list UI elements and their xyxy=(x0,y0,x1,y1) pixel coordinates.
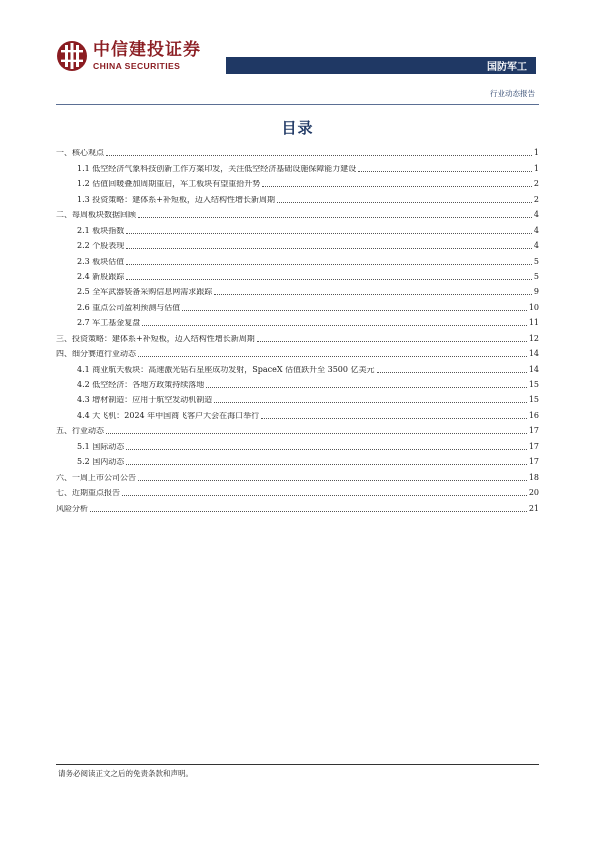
toc-entry-label: 2.6 重点公司盈利预测与估值 xyxy=(77,303,181,312)
toc-entry-label: 二、每周板块数据回顾 xyxy=(56,211,136,220)
toc-dot-leader xyxy=(206,386,527,388)
toc-entry-page: 5 xyxy=(533,256,539,266)
toc-entry-page: 4 xyxy=(533,210,539,220)
toc-entry-label: 2.1 板块指数 xyxy=(77,226,125,235)
toc-entry-label: 4.4 大飞机：2024 年中国商飞客户大会在海口举行 xyxy=(77,411,260,420)
toc-entry[interactable] xyxy=(56,297,539,312)
toc-entry-label: 2.5 全军武器装备采购信息网需求跟踪 xyxy=(77,288,213,297)
toc-dot-leader xyxy=(138,479,527,481)
logo-chinese-name: 中信建投证券 xyxy=(93,39,201,60)
sector-label: 国防军工 xyxy=(487,62,527,73)
toc-entry-page: 1 xyxy=(533,148,539,158)
toc-entry-page: 14 xyxy=(528,364,539,374)
toc-entry-page: 21 xyxy=(528,503,539,513)
disclaimer-text: 请务必阅读正文之后的免责条款和声明。 xyxy=(58,769,193,778)
toc-entry-label: 1.1 低空经济气象科技创新工作方案印发，关注低空经济基础设施保障能力建设 xyxy=(77,164,357,173)
toc-entry[interactable] xyxy=(56,328,539,343)
logo-english-name: CHINA SECURITIES xyxy=(93,60,181,71)
toc-entry-label: 四、细分赛道行业动态 xyxy=(56,350,136,359)
toc-entry-page: 1 xyxy=(533,163,539,173)
toc-entry-label: 五、行业动态 xyxy=(56,427,104,436)
report-type-label: 行业动态报告 xyxy=(490,89,535,98)
toc-entry-page: 17 xyxy=(528,426,539,436)
toc-entry[interactable] xyxy=(56,452,539,467)
toc-entry-label: 三、投资策略：建体系+补短板，迈入结构性增长新周期 xyxy=(56,334,255,343)
toc-entry-label: 1.2 估值回暖叠加周期重启，军工板块有望重拾升势 xyxy=(77,180,261,189)
toc-entry-page: 16 xyxy=(528,410,539,420)
toc-dot-leader xyxy=(122,494,527,496)
toc-dot-leader xyxy=(126,278,532,280)
toc-entry-label: 风险分析 xyxy=(56,504,88,513)
company-logo xyxy=(56,40,201,72)
toc-dot-leader xyxy=(126,463,527,465)
toc-entry-page: 20 xyxy=(528,488,539,498)
toc-dot-leader xyxy=(214,401,527,403)
toc-dot-leader xyxy=(126,232,532,234)
toc-entry-label: 5.2 国内动态 xyxy=(77,458,125,467)
toc-entry-label: 2.7 军工基金复盘 xyxy=(77,319,141,328)
toc-dot-leader xyxy=(182,309,527,311)
toc-entry[interactable] xyxy=(56,421,539,436)
toc-entry-label: 2.4 新股跟踪 xyxy=(77,272,125,281)
toc-entry-page: 10 xyxy=(528,302,539,312)
toc-entry[interactable] xyxy=(56,143,539,158)
table-of-contents xyxy=(56,143,539,514)
toc-entry[interactable] xyxy=(56,282,539,297)
toc-dot-leader xyxy=(142,324,527,326)
toc-entry-page: 15 xyxy=(528,395,539,405)
toc-entry-label: 1.3 投资策略：建体系+补短板，迈入结构性增长新周期 xyxy=(77,195,275,204)
toc-entry-page: 4 xyxy=(533,241,539,251)
toc-dot-leader xyxy=(90,510,527,512)
toc-entry-page: 11 xyxy=(528,318,539,328)
footer-divider xyxy=(56,764,539,765)
toc-entry-page: 4 xyxy=(533,225,539,235)
toc-entry-page: 17 xyxy=(528,457,539,467)
toc-entry[interactable] xyxy=(56,436,539,451)
toc-entry[interactable] xyxy=(56,267,539,282)
toc-dot-leader xyxy=(106,154,532,156)
toc-entry[interactable] xyxy=(56,467,539,482)
toc-entry[interactable] xyxy=(56,359,539,374)
toc-entry-page: 17 xyxy=(528,441,539,451)
toc-title: 目录 xyxy=(281,119,314,137)
toc-dot-leader xyxy=(261,417,527,419)
toc-entry[interactable] xyxy=(56,251,539,266)
toc-entry-label: 六、一周上市公司公告 xyxy=(56,473,136,482)
toc-entry-page: 14 xyxy=(528,349,539,359)
toc-entry-page: 2 xyxy=(533,194,539,204)
sector-banner xyxy=(226,57,536,74)
toc-entry-page: 12 xyxy=(528,333,539,343)
toc-entry-label: 4.2 低空经济：各地方政策持续落地 xyxy=(77,381,205,389)
toc-entry-label: 5.1 国际动态 xyxy=(77,442,125,451)
toc-dot-leader xyxy=(257,340,527,342)
toc-entry-page: 18 xyxy=(528,472,539,482)
toc-entry[interactable] xyxy=(56,375,539,390)
toc-entry[interactable] xyxy=(56,313,539,328)
toc-entry-page: 2 xyxy=(533,179,539,189)
toc-dot-leader xyxy=(126,448,527,450)
toc-entry-page: 5 xyxy=(533,271,539,281)
toc-entry[interactable] xyxy=(56,405,539,420)
toc-entry[interactable] xyxy=(56,344,539,359)
toc-dot-leader xyxy=(214,293,532,295)
toc-dot-leader xyxy=(277,201,532,203)
toc-entry[interactable] xyxy=(56,158,539,173)
toc-entry[interactable] xyxy=(56,236,539,251)
toc-entry-label: 4.3 增材制造：应用于航空发动机制造 xyxy=(77,396,213,405)
toc-entry-label: 一、核心观点 xyxy=(56,149,104,158)
toc-entry-label: 4.1 商业航天板块：高速激光钻石星座成功发射，SpaceX 估值跃升至 3500 亿美元 xyxy=(77,365,375,374)
toc-dot-leader xyxy=(358,170,532,172)
toc-dot-leader xyxy=(138,355,527,357)
toc-entry[interactable] xyxy=(56,220,539,235)
toc-entry-label: 七、近期重点报告 xyxy=(56,489,120,498)
toc-dot-leader xyxy=(126,247,532,249)
toc-dot-leader xyxy=(126,263,532,265)
toc-entry[interactable] xyxy=(56,390,539,405)
toc-entry-label: 2.2 个股表现 xyxy=(77,242,125,251)
toc-dot-leader xyxy=(262,185,532,187)
toc-entry[interactable] xyxy=(56,174,539,189)
toc-entry-page: 9 xyxy=(533,287,539,297)
toc-dot-leader xyxy=(377,371,527,373)
toc-entry-page: 15 xyxy=(528,380,539,389)
citic-logo-icon xyxy=(56,40,88,72)
header-divider xyxy=(56,104,539,105)
toc-dot-leader xyxy=(106,432,527,434)
toc-dot-leader xyxy=(138,216,532,218)
toc-entry[interactable] xyxy=(56,205,539,220)
toc-entry-label: 2.3 板块估值 xyxy=(77,257,125,266)
toc-entry[interactable] xyxy=(56,189,539,204)
toc-entry[interactable] xyxy=(56,483,539,498)
toc-entry[interactable] xyxy=(56,498,539,513)
